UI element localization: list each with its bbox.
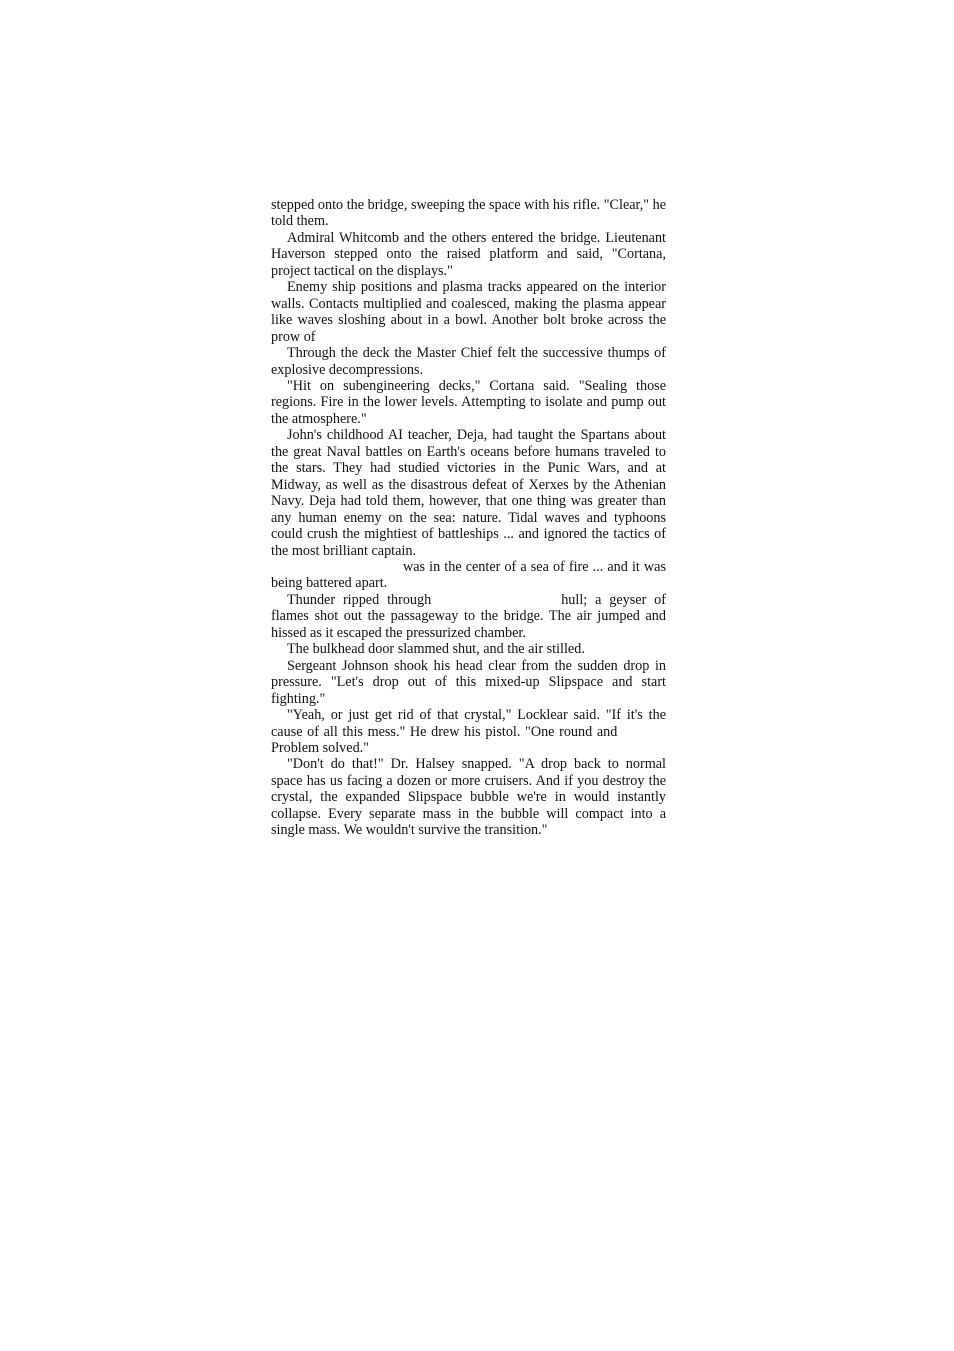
paragraph-7-text: was in the center of a sea of fire ... and it was being battered apart. <box>271 558 666 592</box>
paragraph-4: Through the deck the Master Chief felt the successive thumps of explosive decompressions. <box>271 345 666 378</box>
paragraph-8-end: hull; a geyser of flames shot out the passageway to the bridge. The air jumped and hissed as it escaped the pressurized chamber. <box>271 591 666 641</box>
paragraph-6: John's childhood AI teacher, Deja, had taught the Spartans about the great Naval battles on Earth's oceans before humans traveled to the stars. They had studied victories in the Punic Wars, and at Midway, as well as the disastrous defeat of Xerxes by the Athenian Navy. Deja had told them, however, that one thing was greater than any human enemy on the sea: nature. Tidal waves and typhoons could crush the mightiest of battleships ... and ignored the tactics of the most brilliant captain. <box>271 427 666 559</box>
paragraph-10: Sergeant Johnson shook his head clear from the sudden drop in pressure. "Let's drop out of this mixed-up Slipspace and start fighting." <box>271 657 666 707</box>
paragraph-7 <box>271 559 666 592</box>
paragraph-8-start: Thunder ripped through <box>287 591 432 608</box>
paragraph-12: "Don't do that!" Dr. Halsey snapped. "A drop back to normal space has us facing a dozen or more cruisers. And if you destroy the crystal, the expanded Slipspace bubble we're in would instantly collapse. Every separate mass in the bubble will compact into a single mass. We wouldn't survive the transition." <box>271 756 666 839</box>
paragraph-1: stepped onto the bridge, sweeping the space with his rifle. "Clear," he told them. <box>271 197 666 230</box>
paragraph-3: Enemy ship positions and plasma tracks appeared on the interior walls. Contacts multiplied and coalesced, making the plasma appear like waves sloshing about in a bowl. Another bolt broke across the prow of <box>271 279 666 345</box>
paragraph-5: "Hit on subengineering decks," Cortana said. "Sealing those regions. Fire in the lower levels. Attempting to isolate and pump out the atmosphere." <box>271 377 666 427</box>
paragraph-11 <box>271 707 666 756</box>
paragraph-11-start: "Yeah, or just get rid of that crystal," Locklear said. "If it's the cause of all this mess." He drew his pistol. "One round and <box>271 707 666 740</box>
paragraph-8 <box>271 592 666 641</box>
paragraph-11-end: Problem solved." <box>271 739 370 756</box>
book-page <box>271 197 666 839</box>
paragraph-9: The bulkhead door slammed shut, and the air stilled. <box>287 641 585 658</box>
paragraph-2: Admiral Whitcomb and the others entered the bridge. Lieutenant Haverson stepped onto the raised platform and said, "Cortana, project tactical on the displays." <box>271 229 666 279</box>
